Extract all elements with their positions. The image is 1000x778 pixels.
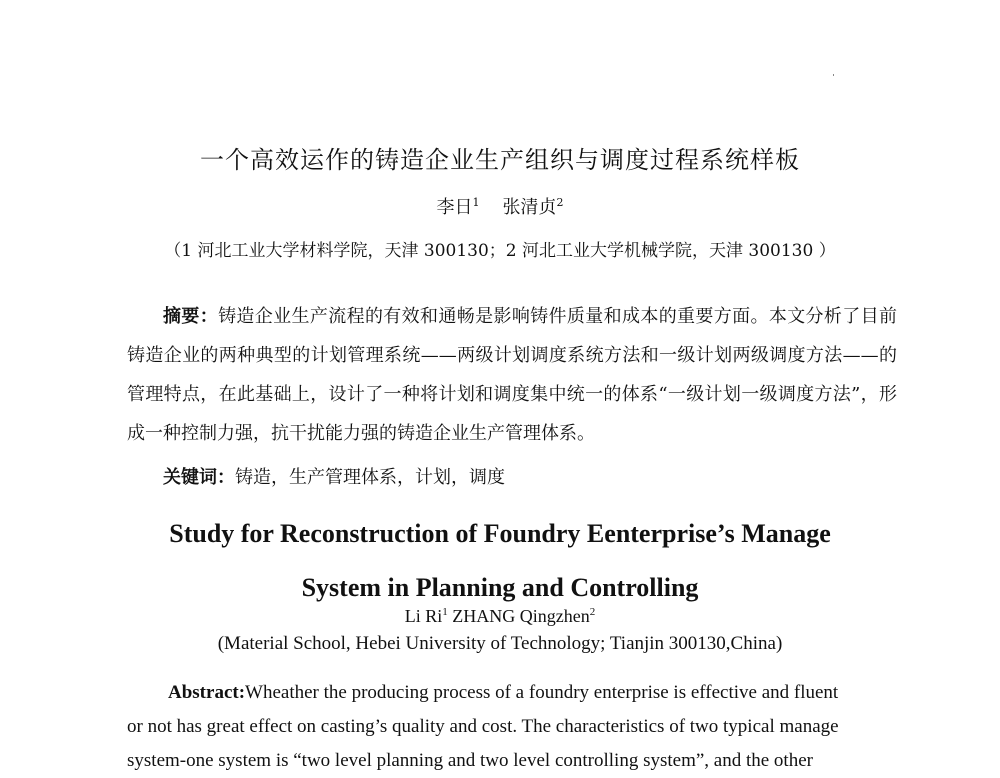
english-abstract-line-3: system-one system is “two level planning and two level controlling system”, and the other (127, 750, 813, 771)
chinese-author-2: 张清贞 (502, 197, 557, 218)
chinese-author-1-sup: 1 (472, 196, 480, 209)
chinese-keywords-label: 关键词： (163, 467, 235, 488)
english-abstract-line-2: or not has great effect on casting’s quality and cost. The characteristics of two typical manage (127, 716, 839, 737)
english-title-line-1: Study for Reconstruction of Foundry Eenterprise’s Manage (169, 519, 831, 548)
english-author-2: ZHANG Qingzhen (452, 606, 590, 626)
english-author-1-sup: 1 (442, 606, 448, 618)
english-author-2-sup: 2 (589, 606, 596, 618)
english-title-line-2: System in Planning and Controlling (301, 573, 699, 602)
english-authors (0, 606, 1000, 627)
chinese-author-1: 李日 (436, 197, 473, 218)
english-author-1: Li Ri (404, 606, 443, 626)
chinese-abstract-text: 铸造企业生产流程的有效和通畅是影响铸件质量和成本的重要方面。本文分析了目前铸造企业的两种典型的计划管理系统——两级计划调度系统方法和一级计划两级调度方法——的管理特点，在此基础上，设计了一种将计划和调度集中统一的体系“一级计划一级调度方法”，形成一种控制力强，抗干扰能力强的铸造企业生产管理体系。 (127, 306, 897, 444)
chinese-keywords (163, 463, 505, 489)
chinese-abstract (127, 297, 897, 453)
chinese-author-2-sup: 2 (556, 196, 564, 209)
chinese-affiliation: （1 河北工业大学材料学院，天津 300130；2 河北工业大学机械学院，天津 300130 ） (164, 241, 836, 261)
chinese-keywords-text: 铸造，生产管理体系，计划，调度 (235, 467, 505, 488)
english-abstract-line-1-text: Wheather the producing process of a foundry enterprise is effective and fluent (245, 682, 839, 703)
english-abstract-label: Abstract: (168, 682, 246, 703)
english-abstract-line-1 (127, 676, 897, 710)
chinese-title: 一个高效运作的铸造企业生产组织与调度过程系统样板 (200, 146, 800, 174)
chinese-abstract-label: 摘要： (163, 306, 219, 327)
scan-speck (833, 74, 834, 76)
english-affiliation: (Material School, Hebei University of Technology; Tianjin 300130,China) (217, 633, 783, 654)
english-title (0, 506, 1000, 614)
english-abstract (127, 676, 897, 778)
chinese-authors (0, 193, 1000, 219)
